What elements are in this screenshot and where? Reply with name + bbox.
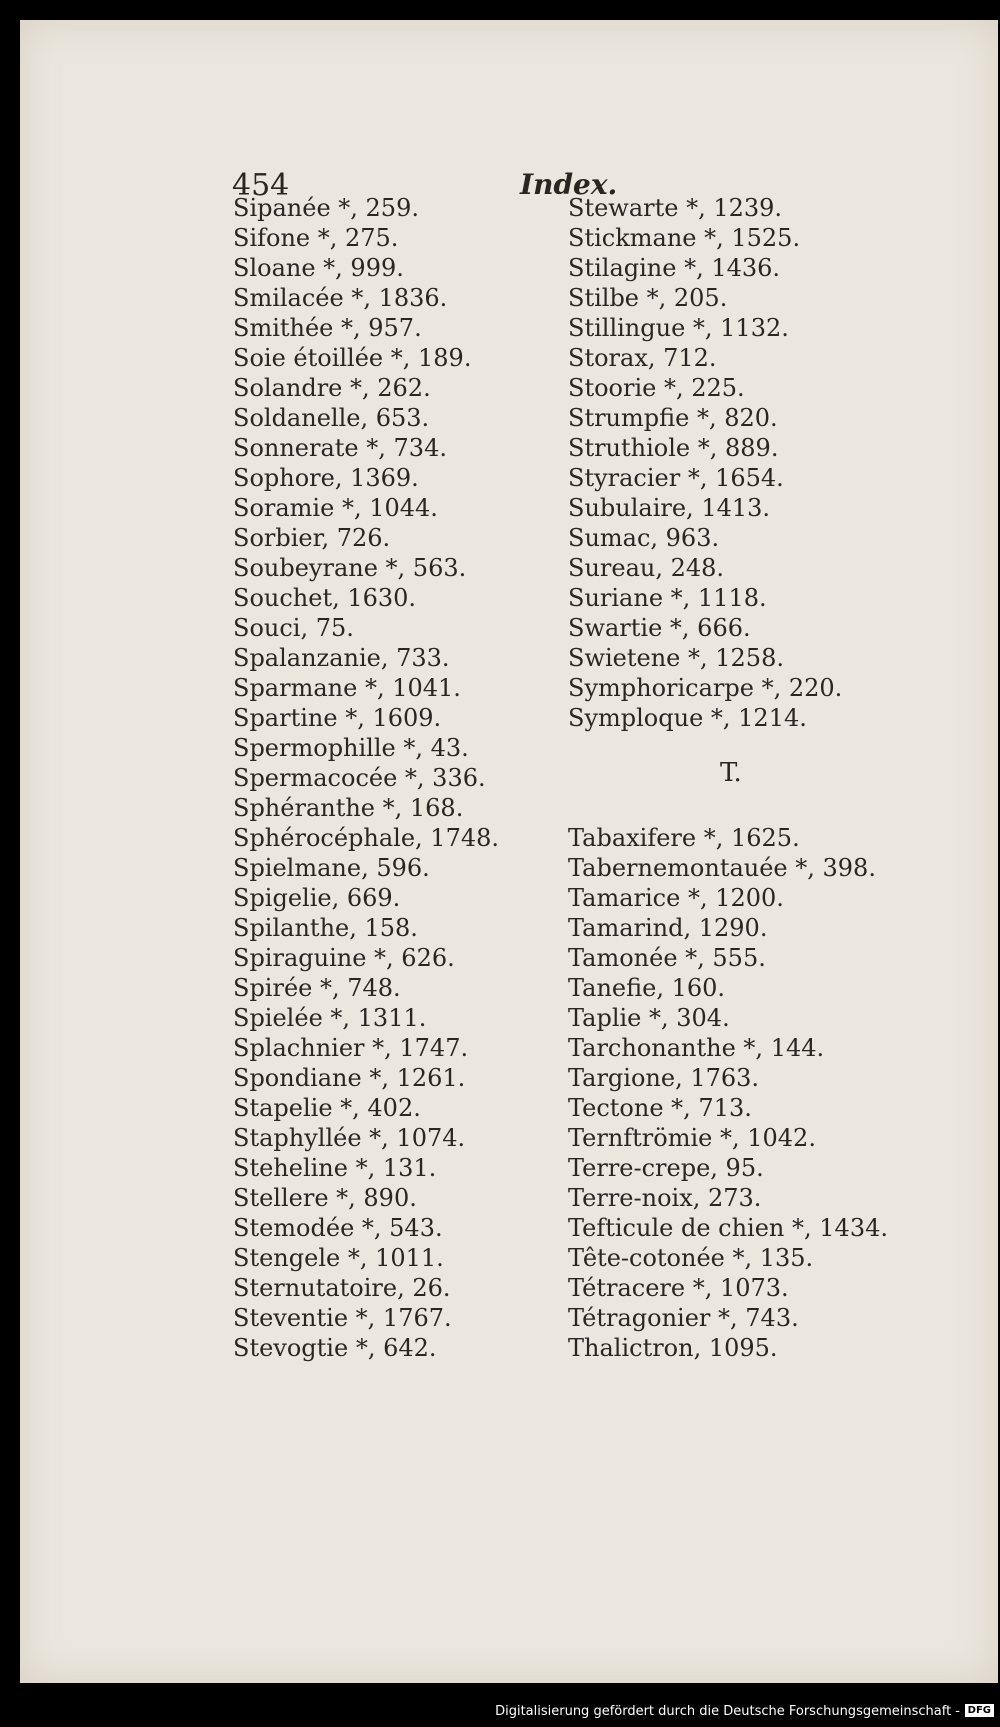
index-entry: Stapelie *, 402.: [233, 1094, 421, 1122]
index-entry: Stickmane *, 1525.: [568, 224, 801, 252]
index-entry: Swartie *, 666.: [568, 614, 751, 642]
index-entry: Sureau, 248.: [568, 554, 725, 582]
index-entry: Steheline *, 131.: [233, 1154, 437, 1182]
index-entry: Terre-noix, 273.: [568, 1184, 762, 1212]
index-entry: Stilbe *, 205.: [568, 284, 728, 312]
index-entry: Stewarte *, 1239.: [568, 194, 783, 222]
index-entry: Spielée *, 1311.: [233, 1004, 427, 1032]
index-entry: Smithée *, 957.: [233, 314, 422, 342]
index-entry: Steventie *, 1767.: [233, 1304, 452, 1332]
index-entry: Tarchonanthe *, 144.: [568, 1034, 825, 1062]
index-entry: Thalictron, 1095.: [568, 1334, 778, 1362]
index-entry: Tétragonier *, 743.: [568, 1304, 799, 1332]
index-entry: Sparmane *, 1041.: [233, 674, 461, 702]
index-entry: Smilacée *, 1836.: [233, 284, 448, 312]
index-entry: Sloane *, 999.: [233, 254, 404, 282]
index-entry: Stoorie *, 225.: [568, 374, 745, 402]
index-entry: Tête-cotonée *, 135.: [568, 1244, 814, 1272]
index-entry: Tectone *, 713.: [568, 1094, 752, 1122]
index-entry: Souchet, 1630.: [233, 584, 417, 612]
dfg-logo-icon: DFG: [965, 1704, 994, 1717]
index-entry: Splachnier *, 1747.: [233, 1034, 469, 1062]
page-number: 454: [232, 168, 290, 203]
index-entry: Symploque *, 1214.: [568, 704, 807, 732]
index-entry: Souci, 75.: [233, 614, 354, 642]
index-entry: Tanefie, 160.: [568, 974, 726, 1002]
index-entry: Stevogtie *, 642.: [233, 1334, 437, 1362]
index-entry: Stilagine *, 1436.: [568, 254, 781, 282]
index-entry: Spalanzanie, 733.: [233, 644, 450, 672]
footer-bar: [0, 1700, 1000, 1727]
index-entry: Sphérocéphale, 1748.: [233, 824, 500, 852]
index-entry: Solandre *, 262.: [233, 374, 431, 402]
index-entry: Sifone *, 275.: [233, 224, 399, 252]
index-entry: Sternutatoire, 26.: [233, 1274, 451, 1302]
section-letter: T.: [720, 758, 742, 788]
index-entry: Soubeyrane *, 563.: [233, 554, 467, 582]
index-entry: Sophore, 1369.: [233, 464, 419, 492]
index-entry: Swietene *, 1258.: [568, 644, 784, 672]
index-entry: Stellere *, 890.: [233, 1184, 417, 1212]
index-entry: Spartine *, 1609.: [233, 704, 442, 732]
page-header: [20, 158, 998, 218]
index-entry: Sipanée *, 259.: [233, 194, 419, 222]
book-page: [20, 20, 998, 1683]
index-entry: Tabaxifere *, 1625.: [568, 824, 800, 852]
index-entry: Spermophille *, 43.: [233, 734, 469, 762]
index-entry: Tamarind, 1290.: [568, 914, 768, 942]
index-entry: Terre-crepe, 95.: [568, 1154, 764, 1182]
index-entry: Spondiane *, 1261.: [233, 1064, 466, 1092]
index-entry: Symphoricarpe *, 220.: [568, 674, 843, 702]
index-column-right-t: [568, 823, 888, 1363]
index-entry: Storax, 712.: [568, 344, 717, 372]
index-entry: Spielmane, 596.: [233, 854, 430, 882]
index-entry: Spirée *, 748.: [233, 974, 401, 1002]
index-entry: Targione, 1763.: [568, 1064, 760, 1092]
index-entry: Soie étoillée *, 189.: [233, 344, 472, 372]
index-entry: Stillingue *, 1132.: [568, 314, 789, 342]
index-entry: Tabernemontauée *, 398.: [568, 854, 876, 882]
index-entry: Soldanelle, 653.: [233, 404, 430, 432]
index-entry: Tefticule de chien *, 1434.: [568, 1214, 888, 1242]
index-entry: Struthiole *, 889.: [568, 434, 779, 462]
index-entry: Staphyllée *, 1074.: [233, 1124, 466, 1152]
index-entry: Styracier *, 1654.: [568, 464, 784, 492]
index-column-left: [233, 193, 499, 1363]
index-entry: Subulaire, 1413.: [568, 494, 771, 522]
index-entry: Tamonée *, 555.: [568, 944, 766, 972]
index-entry: Ternftrömie *, 1042.: [568, 1124, 816, 1152]
index-entry: Sphéranthe *, 168.: [233, 794, 464, 822]
index-entry: Strumpfie *, 820.: [568, 404, 778, 432]
funding-notice: Digitalisierung gefördert durch die Deutsche Forschungsgemeinschaft -: [495, 1704, 960, 1719]
index-entry: Spigelie, 669.: [233, 884, 401, 912]
index-entry: Tétracere *, 1073.: [568, 1274, 789, 1302]
index-column-right: [568, 193, 842, 733]
index-entry: Sumac, 963.: [568, 524, 720, 552]
index-entry: Spermacocée *, 336.: [233, 764, 486, 792]
index-entry: Stemodée *, 543.: [233, 1214, 443, 1242]
running-head: Index.: [520, 168, 618, 201]
index-entry: Soramie *, 1044.: [233, 494, 438, 522]
index-entry: Spiraguine *, 626.: [233, 944, 455, 972]
index-entry: Taplie *, 304.: [568, 1004, 730, 1032]
index-entry: Tamarice *, 1200.: [568, 884, 784, 912]
index-entry: Sorbier, 726.: [233, 524, 391, 552]
index-entry: Sonnerate *, 734.: [233, 434, 447, 462]
index-entry: Suriane *, 1118.: [568, 584, 767, 612]
index-entry: Stengele *, 1011.: [233, 1244, 444, 1272]
index-entry: Spilanthe, 158.: [233, 914, 418, 942]
